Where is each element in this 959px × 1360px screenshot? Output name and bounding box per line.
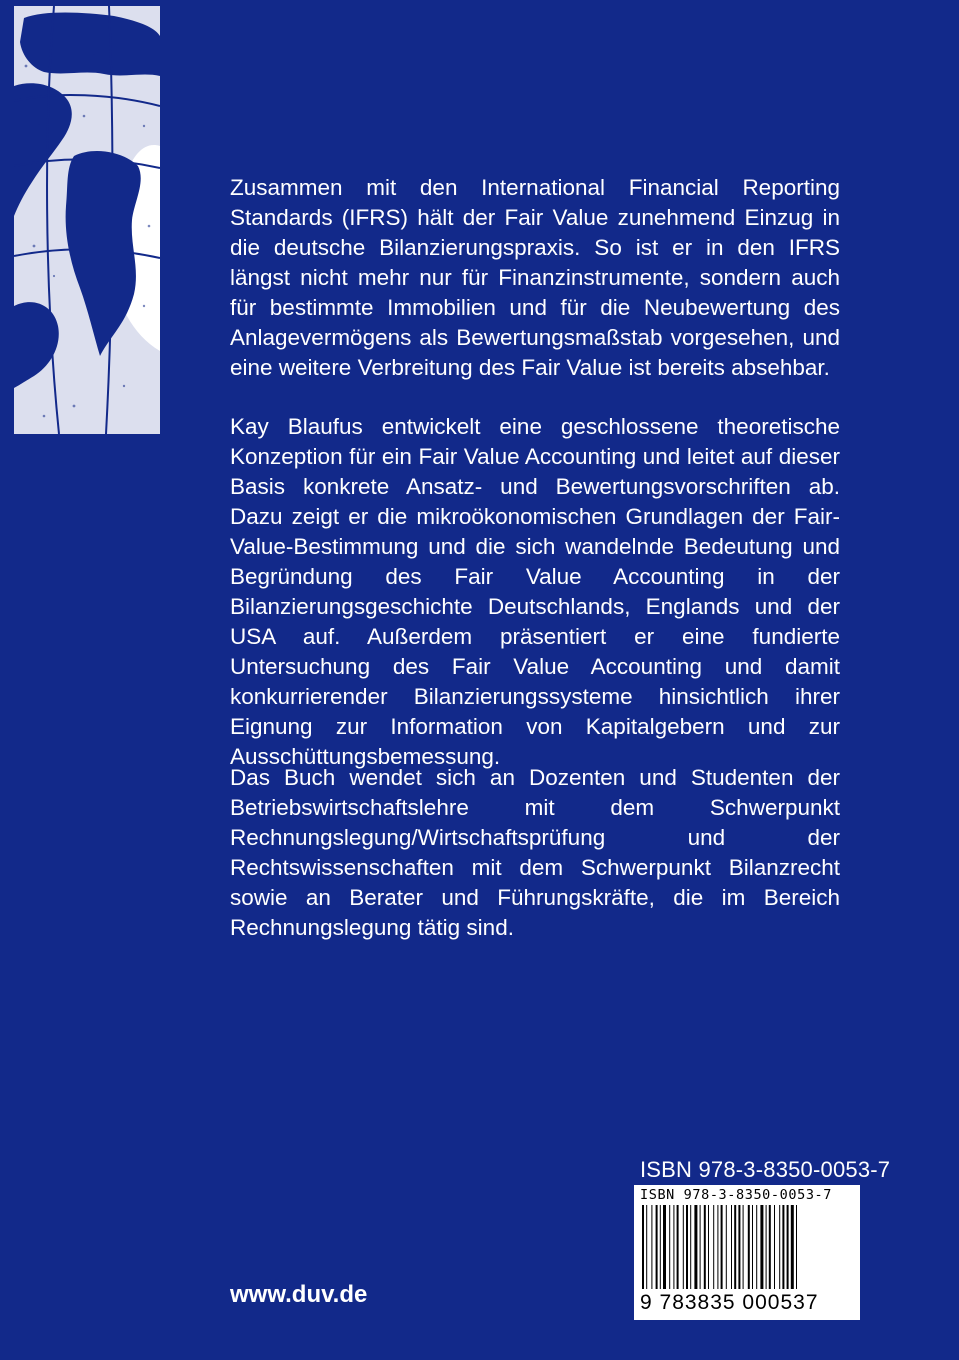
description-paragraph-3: Das Buch wendet sich an Dozenten und Studenten der Betriebswirtschaftslehre mit dem Schwerpunkt Rechnungslegung/Wirtschaftsprüfung und der Rechtswissenschaften mit dem Schwerpunkt Bilanzrecht sowie an Berater und Führungskräfte, die im Bereich Rechnungslegung tätig sind. xyxy=(230,765,840,940)
barcode xyxy=(634,1185,860,1320)
isbn-label: ISBN 978-3-8350-0053-7 xyxy=(640,1157,891,1182)
barcode-bars-icon xyxy=(634,1205,860,1293)
globe-image-icon xyxy=(14,6,160,434)
description-paragraph-2: Kay Blaufus entwickelt eine geschlossene theoretische Konzeption für ein Fair Value Accounting und leitet auf dieser Basis konkrete Ansatz- und Bewertungsvorschriften ab. Dazu zeigt er die mikroökonomischen Grundlagen der Fair-Value-Bestimmung und die sich wandelnde Bedeutung und Begründung des Fair Value Accounting in der Bilanzierungsgeschichte Deutschlands, Englands und der USA auf. Außerdem präsentiert er eine fundierte Untersuchung des Fair Value Accounting und damit konkurrierender Bilanzierungssysteme hinsichtlich ihrer Eignung zur Information von Kapitalgebern und zur Ausschüttungsbemessung. xyxy=(230,414,840,769)
barcode-isbn-text: ISBN 978-3-8350-0053-7 xyxy=(640,1187,833,1203)
description-paragraph-1: Zusammen mit den International Financial Reporting Standards (IFRS) hält der Fair Value zunehmend Einzug in die deutsche Bilanzierungspraxis. So ist er in den IFRS längst nicht mehr nur für Finanzinstrumente, sondern auch für bestimmte Immobilien und für die Neubewertung des Anlagevermögens als Bewertungsmaßstab vorgesehen, und eine weitere Verbreitung des Fair Value ist bereits absehbar. xyxy=(230,175,840,380)
barcode-digits: 9 783835 000537 xyxy=(640,1291,819,1314)
publisher-website: www.duv.de xyxy=(230,1281,368,1308)
